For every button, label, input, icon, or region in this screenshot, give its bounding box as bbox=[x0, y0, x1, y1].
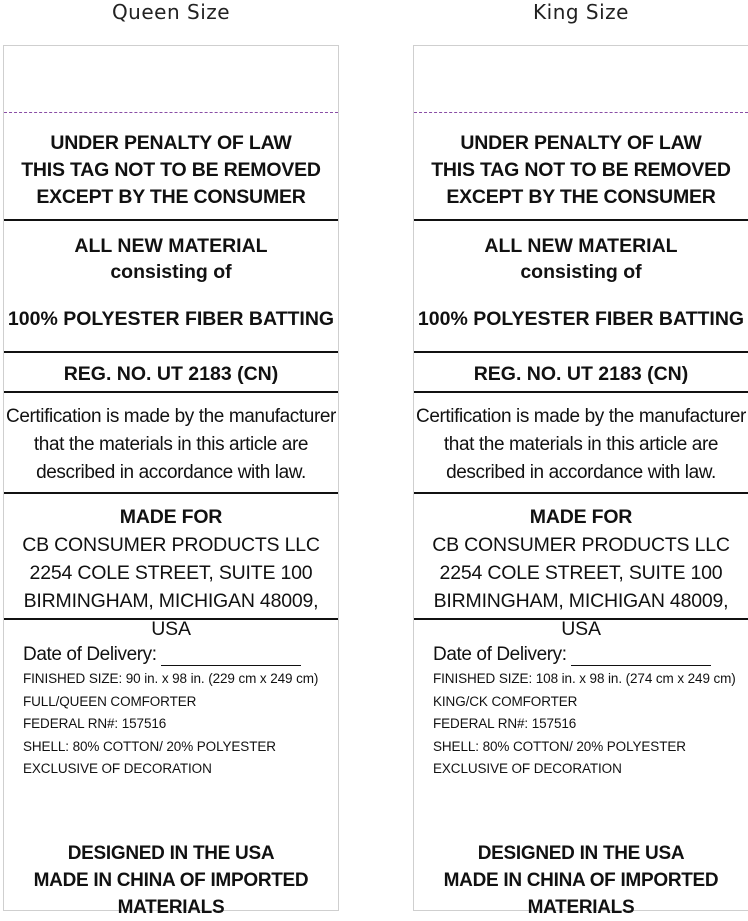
king-law-tag bbox=[413, 45, 748, 918]
made-in: MADE IN CHINA OF IMPORTED MATERIALS bbox=[443, 870, 719, 918]
certification-line: described in accordance with law. bbox=[446, 462, 716, 483]
origin-block bbox=[4, 840, 338, 921]
shell-content: SHELL: 80% COTTON/ 20% POLYESTER bbox=[23, 738, 276, 754]
delivery-label: Date of Delivery: bbox=[433, 644, 567, 665]
made-for-block bbox=[414, 503, 748, 643]
delivery-field bbox=[433, 640, 740, 666]
perforation-line bbox=[4, 112, 338, 113]
made-for-label: MADE FOR bbox=[529, 506, 633, 528]
queen-size-title: Queen Size bbox=[111, 0, 231, 24]
federal-rn: FEDERAL RN#: 157516 bbox=[433, 716, 577, 731]
certification-line: Certification is made by the manufacturer bbox=[416, 406, 746, 427]
delivery-blank-line bbox=[571, 647, 711, 666]
made-for-label: MADE FOR bbox=[119, 506, 223, 528]
city-state-zip: BIRMINGHAM, MICHIGAN 48009, USA bbox=[23, 590, 319, 640]
designed-in: DESIGNED IN THE USA bbox=[477, 843, 685, 864]
certification-line: described in accordance with law. bbox=[36, 462, 306, 483]
warning-line: UNDER PENALTY OF LAW bbox=[50, 132, 292, 154]
warning-block bbox=[414, 130, 748, 211]
made-in: MADE IN CHINA OF IMPORTED MATERIALS bbox=[33, 870, 309, 918]
certification-text bbox=[4, 403, 338, 487]
material-line: ALL NEW MATERIAL bbox=[484, 235, 678, 257]
divider bbox=[4, 618, 338, 620]
divider bbox=[414, 219, 748, 221]
decoration-note: EXCLUSIVE OF DECORATION bbox=[433, 761, 622, 776]
perforation-line bbox=[414, 112, 748, 113]
warning-line: EXCEPT BY THE CONSUMER bbox=[36, 186, 306, 208]
product-type: KING/CK COMFORTER bbox=[433, 693, 578, 709]
divider bbox=[414, 391, 748, 393]
material-line: ALL NEW MATERIAL bbox=[74, 235, 268, 257]
origin-block bbox=[414, 840, 748, 921]
street-address: 2254 COLE STREET, SUITE 100 bbox=[439, 562, 723, 584]
registration-number: REG. NO. UT 2183 (CN) bbox=[473, 363, 689, 385]
product-type: FULL/QUEEN COMFORTER bbox=[23, 693, 197, 709]
divider bbox=[4, 219, 338, 221]
certification-text bbox=[414, 403, 748, 487]
registration-number: REG. NO. UT 2183 (CN) bbox=[63, 363, 279, 385]
material-line: consisting of bbox=[110, 261, 232, 283]
delivery-field bbox=[23, 640, 330, 666]
designed-in: DESIGNED IN THE USA bbox=[67, 843, 275, 864]
divider bbox=[4, 492, 338, 494]
queen-law-tag bbox=[3, 45, 339, 918]
certification-line: that the materials in this article are bbox=[443, 434, 719, 455]
warning-block bbox=[4, 130, 338, 211]
warning-line: EXCEPT BY THE CONSUMER bbox=[446, 186, 716, 208]
king-size-title: King Size bbox=[533, 0, 629, 24]
divider bbox=[4, 351, 338, 353]
material-heading bbox=[4, 233, 338, 285]
finished-size: FINISHED SIZE: 108 in. x 98 in. (274 cm x 249 cm) bbox=[433, 671, 736, 686]
fiber-content: 100% POLYESTER FIBER BATTING bbox=[417, 308, 745, 330]
city-state-zip: BIRMINGHAM, MICHIGAN 48009, USA bbox=[433, 590, 729, 640]
company-name: CB CONSUMER PRODUCTS LLC bbox=[432, 534, 730, 556]
delivery-blank-line bbox=[161, 647, 301, 666]
material-heading bbox=[414, 233, 748, 285]
shell-content: SHELL: 80% COTTON/ 20% POLYESTER bbox=[433, 738, 686, 754]
finished-size: FINISHED SIZE: 90 in. x 98 in. (229 cm x 249 cm) bbox=[23, 671, 319, 686]
made-for-block bbox=[4, 503, 338, 643]
warning-line: THIS TAG NOT TO BE REMOVED bbox=[431, 159, 731, 181]
delivery-label: Date of Delivery: bbox=[23, 644, 157, 665]
details-block bbox=[23, 640, 330, 781]
warning-line: UNDER PENALTY OF LAW bbox=[460, 132, 702, 154]
decoration-note: EXCLUSIVE OF DECORATION bbox=[23, 761, 212, 776]
divider bbox=[4, 391, 338, 393]
certification-line: Certification is made by the manufacturer bbox=[6, 406, 336, 427]
company-name: CB CONSUMER PRODUCTS LLC bbox=[22, 534, 320, 556]
divider bbox=[414, 618, 748, 620]
fiber-content: 100% POLYESTER FIBER BATTING bbox=[7, 308, 335, 330]
warning-line: THIS TAG NOT TO BE REMOVED bbox=[21, 159, 321, 181]
certification-line: that the materials in this article are bbox=[33, 434, 309, 455]
material-line: consisting of bbox=[520, 261, 642, 283]
details-block bbox=[433, 640, 740, 781]
divider bbox=[414, 492, 748, 494]
federal-rn: FEDERAL RN#: 157516 bbox=[23, 716, 167, 731]
street-address: 2254 COLE STREET, SUITE 100 bbox=[29, 562, 313, 584]
divider bbox=[414, 351, 748, 353]
